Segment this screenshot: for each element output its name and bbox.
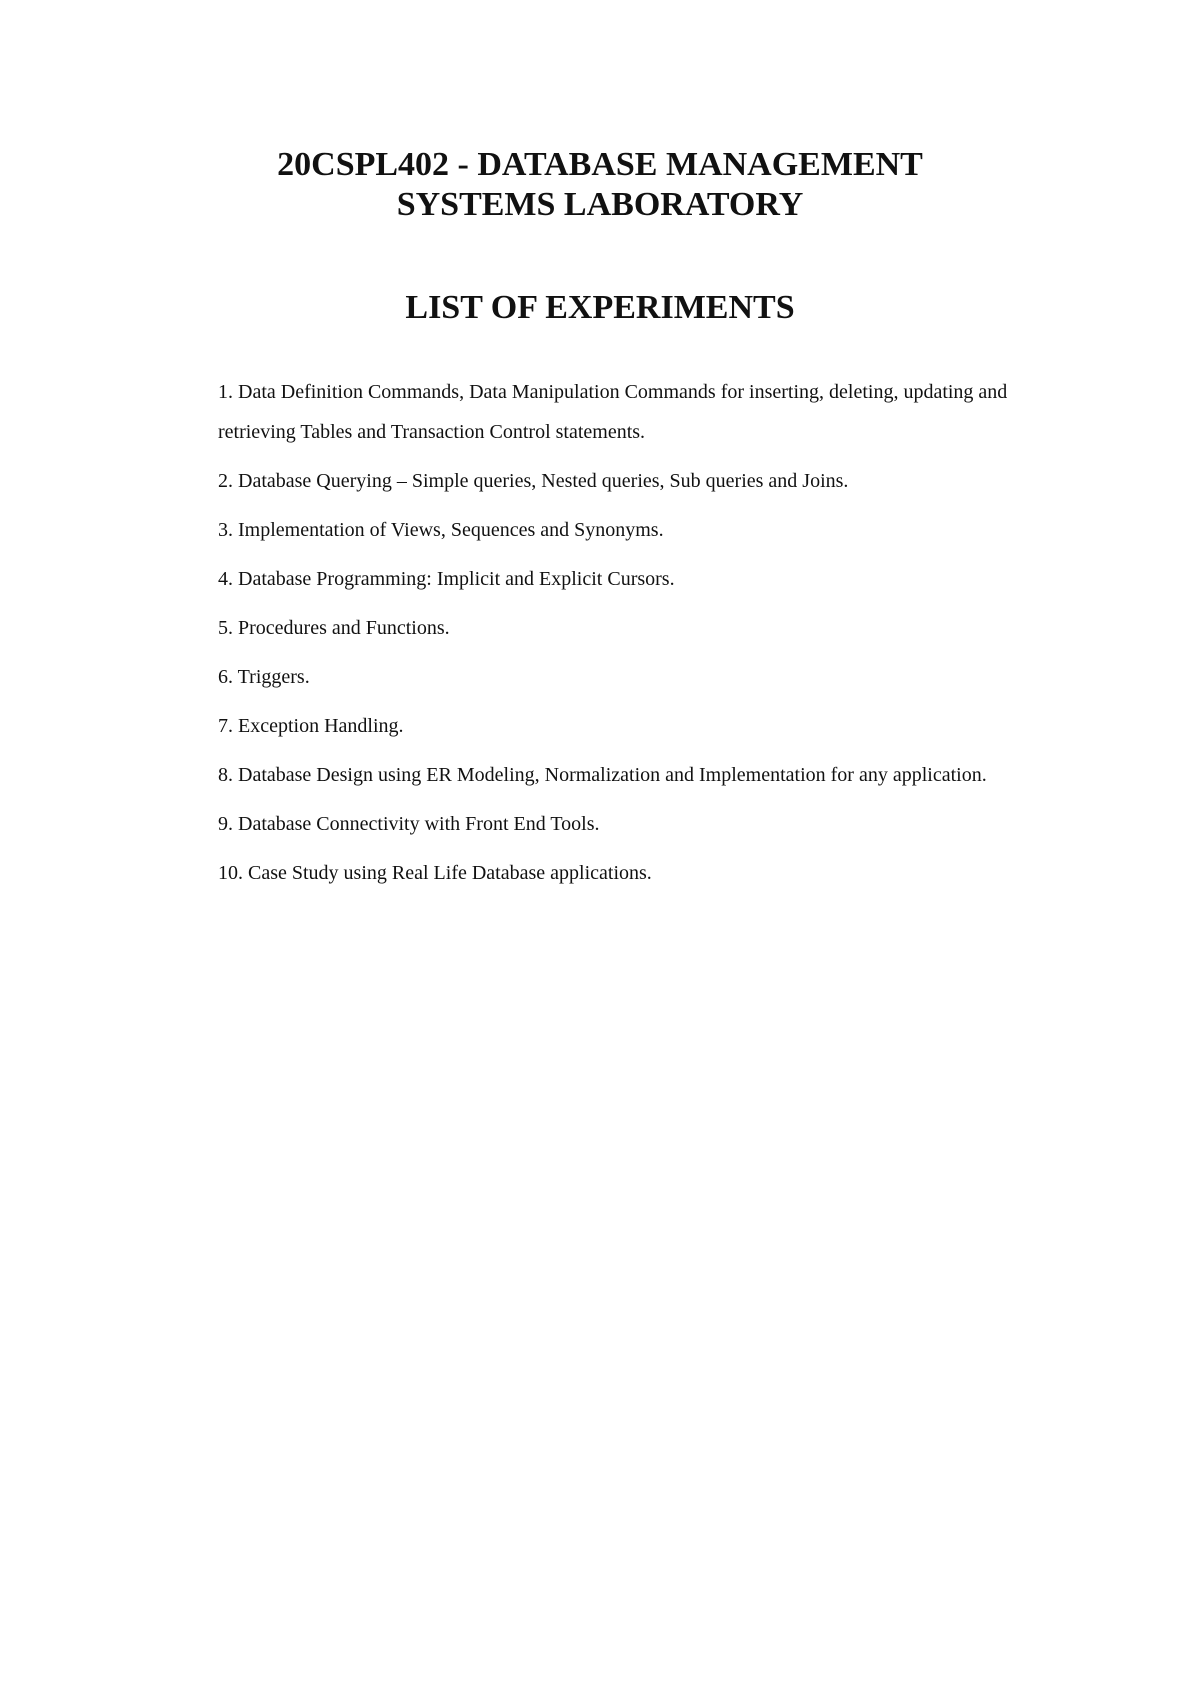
experiments-list <box>218 372 1068 902</box>
experiment-item-10: 10. Case Study using Real Life Database applications. <box>218 862 652 884</box>
experiment-item-9: 9. Database Connectivity with Front End Tools. <box>218 813 600 835</box>
experiment-item-8: 8. Database Design using ER Modeling, Normalization and Implementation for any application. <box>218 764 987 786</box>
experiment-item-5: 5. Procedures and Functions. <box>218 617 450 639</box>
list-of-experiments-heading: LIST OF EXPERIMENTS <box>405 289 795 326</box>
experiment-item-3: 3. Implementation of Views, Sequences and Synonyms. <box>218 519 664 541</box>
experiment-item-4: 4. Database Programming: Implicit and Explicit Cursors. <box>218 568 675 590</box>
course-title-line-1: 20CSPL402 - DATABASE MANAGEMENT <box>277 146 923 183</box>
course-title <box>0 145 1200 225</box>
course-title-line-2: SYSTEMS LABORATORY <box>396 186 804 223</box>
experiment-item-1: 1. Data Definition Commands, Data Manipulation Commands for inserting, deleting, updating and retrieving Tables and Transaction Control statements. <box>218 381 1008 443</box>
experiment-item-6: 6. Triggers. <box>218 666 310 688</box>
experiment-item-7: 7. Exception Handling. <box>218 715 404 737</box>
experiment-item-2: 2. Database Querying – Simple queries, Nested queries, Sub queries and Joins. <box>218 470 849 492</box>
